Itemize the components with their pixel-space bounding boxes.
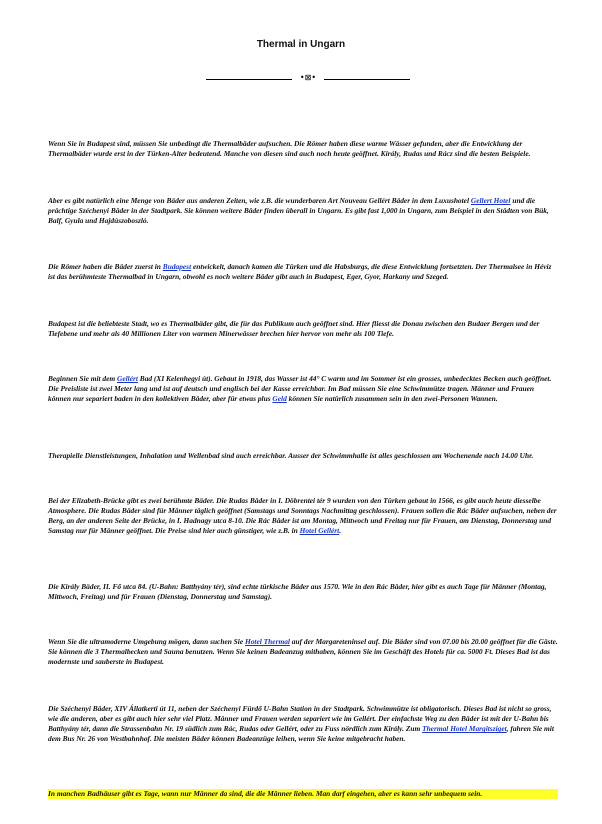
paragraph-text: In manchen Badhäuser gibt es Tage, wann nur Männer da sind, die die Männer lieben. Man darf eingehen, aber es kann sehr unbequem sein. (48, 789, 483, 798)
paragraph-text: auf der Margareteninsel auf. Die Bäder sind von 07.00 bis 20.00 geöffnet für die Gäste. Sie können die 3 Thermalbecken und Sauna benutzen. Wenn Sie keinen Badeanzug mithaben, können Sie im Geschäft des Hotels für ca. 5000 Ft. Dieses Bad ist das modernste und sauberste in Budapest. (48, 637, 558, 667)
link-geld[interactable]: Geld (272, 394, 287, 404)
divider-line-left (206, 79, 292, 80)
paragraph-6 (48, 451, 558, 461)
paragraph-8 (48, 582, 558, 602)
divider-line-right (324, 79, 410, 80)
paragraph-text: und die prächtige Széchenyi Bäder in der Stadtpark. Sie können weitere Bäder finden überall in Ungarn. Es gibt fast 1,000 in Ungarn, zum Beispiel in den Städten von Bük, Balf, Gyula und Hajdúszoboszló. (48, 196, 549, 226)
paragraph-text: Die Király Bäder, II. Fő utca 84. (U-Bahn: Batthyány tér), sind echte türkische Bäder aus 1570. Wie in den Rác Bäder, hier gibt es auch Tage für Männer (Montag, Mittwoch, Freitag) und für Frauen (Dienstag, Donnerstag und Samstag). (48, 582, 547, 602)
paragraph-text: Bei der Elizabeth-Brücke gibt es zwei berühmte Bäder. Die Rudas Bäder in I. Döbrentei tér 9 wurden von den Türken gebaut in 1566, es gibt auch heute diesselbe Atmosphere. Die Rudas Bäder sind für Männer täglich geöffnet (Samstags und Sonntags Nachmittag geschlossen). Frauen sollen die Rác Bäder aufsuchen, neben der Berg, an der anderen Seite der Brücke, in I. Hadnagy utca 8-10. Die Rác Bäder ist am Montag, Mittwoch und Freitag nur für Frauen, am Dienstag, Donnerstag und Samstag nur für Männer geöffnet. Die Preise sind hier auch günstiger, wie z.B. in (48, 496, 557, 536)
paragraph-text: Wenn Sie die ultramoderne Umgebung mögen, dann suchen Sie (48, 637, 245, 646)
paragraph-text: , fahren Sie mit dem Bus Nr. 26 von Westbahnhof. Die meisten Bäder können Badeanzüge leihen, wenn Sie keine mitgebracht haben. (48, 724, 554, 744)
paragraph-text: Wenn Sie in Budapest sind, müssen Sie unbedingt die Thermalbäder aufsuchen. Die Römer haben diese warme Wässer gefunden, aber die Entwicklung der Thermalbäder wurde erst in der Türken-Alter bedeutend. Manche von diesen sind auch noch heute geöffnet. Király, Rudas und Rácz sind die besten Beispiele. (48, 139, 531, 159)
paragraph-7 (48, 496, 558, 536)
link-hotel-thermal[interactable]: Hotel Thermal (244, 637, 290, 646)
paragraph-text: können Sie natürlich zusammen sein in den zwei-Personen Wannen. (286, 394, 498, 404)
paragraph-text: Aber es gibt natürlich eine Menge von Bäder aus anderen Zeiten, wie z.B. die wunderbaren Art Nouveau Gellért Bäder in dem Luxushotel (48, 196, 471, 205)
paragraph-1 (48, 139, 558, 159)
ornamental-divider (206, 73, 410, 82)
paragraph-text: Die Römer haben die Bäder zuerst in (48, 262, 163, 271)
paragraph-text: entwickelt, danach kamen die Türken und die Habsburgs, die diese Entwicklung fortsetzten. Der Thermalsee in Hévíz ist das berühmteste Thermalbad in Ungarn, obwohl es noch weitere Bäder gibt auch in Budapest, Eger, Gyor, Harkany und Szeged. (48, 262, 552, 282)
paragraph-2 (48, 196, 558, 226)
link-hotel-gell-rt[interactable]: Hotel Gellért (299, 526, 340, 536)
paragraph-text: Budapest ist die beliebteste Stadt, wo es Thermalbäder gibt, die für das Publikum auch geöffnet sind. Hier fliesst die Donau zwischen den Budaer Bergen und der Tiefebene und mehr als 40 Millionen Liter von warmen Minerwässer brechen hier hervor von mehr als 100 Tiefe. (48, 319, 540, 339)
link-thermal-hotel-margitsziget[interactable]: Thermal Hotel Margitsziget (422, 724, 507, 734)
paragraph-3 (48, 262, 558, 282)
paragraph-text: Beginnen Sie mit dem (48, 374, 117, 383)
link-gellert-hotel[interactable]: Gellert Hotel (470, 196, 511, 205)
divider-ornament-icon: •⊠• (299, 73, 317, 82)
link-budapest[interactable]: Budapest (162, 262, 192, 271)
paragraph-text: . (339, 526, 342, 536)
link-gell-rt[interactable]: Gellért (116, 374, 138, 383)
paragraph-text: Die Széchenyi Bäder, XIV Állatkerti út 11, neben der Széchenyi Fürdő U-Bahn Station in der Stadtpark. Schwimmütze ist obligatorisch. Dieses Bad ist nicht so gross, wie die anderen, aber es gibt auch hier sehr viel Platz. Männer und Frauen werden separiert wie im Gellért. Der einfachste Weg zu den Bäder ist mit der U-Bahn bis Batthyány tér, dann die Strassenbahn Nr. 19 südlich zum Rác, Rudas oder Gellért, oder zu Fuss nördlich zum Király. Zum (48, 704, 552, 734)
paragraph-text: Bad (XI Kelenhegyi út). Gebaut in 1918, das Wasser ist 44° C warm und im Sommer ist ein grosses, unbedecktes Becken auch geöffnet. Die Preisliste ist zwei Meter lang und ist auf deutsch und englisch bei der Kasse erreichbar. Im Bad müssen Sie eine Schwimmütze tragen. Männer und Frauen können nur separiert baden in den kollektiven Bäder, aber für etwas plus (48, 374, 552, 404)
paragraph-10 (48, 704, 558, 744)
paragraph-5 (48, 374, 558, 404)
paragraph-11-highlighted (48, 789, 558, 799)
paragraph-9 (48, 637, 558, 667)
paragraph-4 (48, 319, 558, 339)
page-title: Thermal in Ungarn (256, 39, 346, 50)
paragraph-text: Therapielle Dienstleistungen, Inhalation und Wellenbad sind auch erreichbar. Ausser der Schwimmhalle ist alles geschlossen am Wochenende nach 14.00 Uhr. (48, 451, 534, 460)
